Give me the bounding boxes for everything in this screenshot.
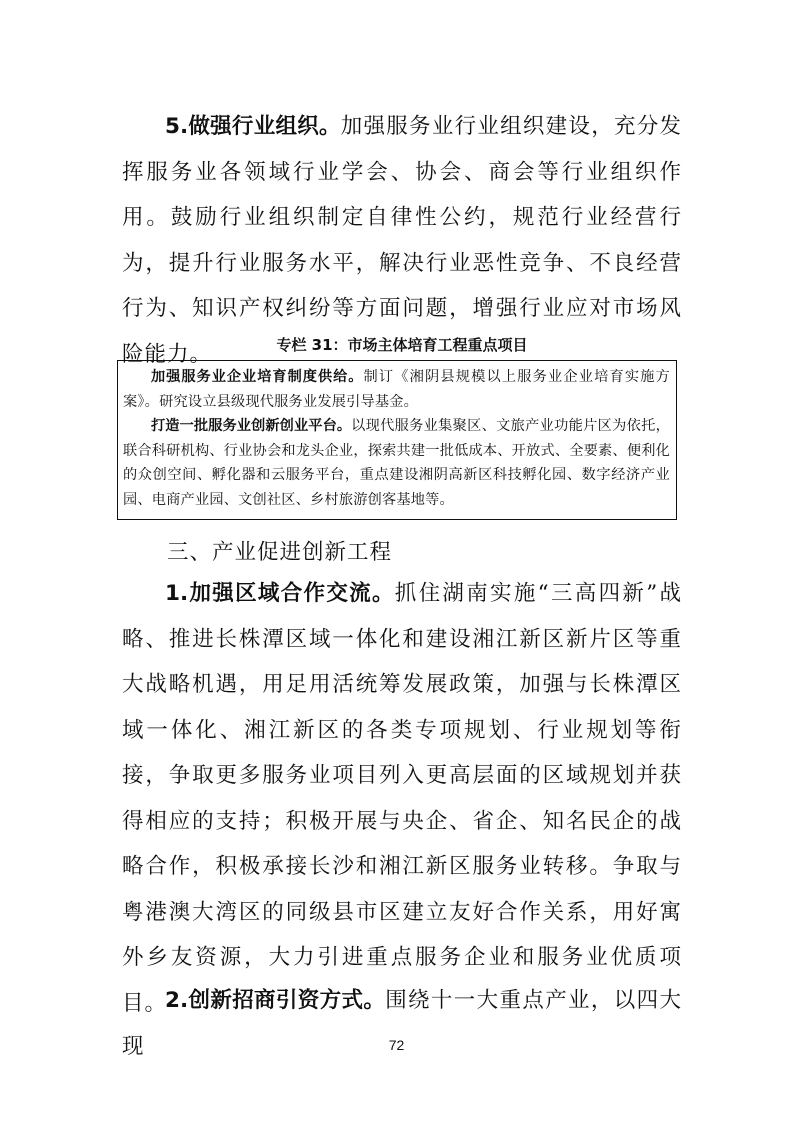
box-item xyxy=(123,365,670,414)
box-item xyxy=(123,414,670,512)
paragraph-lead: 5.做强行业组织。 xyxy=(165,114,341,139)
box-item-lead: 加强服务业企业培育制度供给。 xyxy=(151,369,364,385)
box-caption: 专栏 31：市场主体培育工程重点项目 xyxy=(276,336,528,354)
paragraph-text: 抓住湖南实施“三高四新”战略、推进长株潭区域一体化和建设湘江新区新片区等重大战略机遇，用足用活统筹发展政策，加强与长株潭区域一体化、湘江新区的各类专项规划、行业规划等衔接，争取更多服务业项目列入更高层面的区域规划并获得相应的支持；积极开展与央企、省企、知名民企的战略合作，积极承接长沙和湘江新区服务业转移。争取与粤港澳大湾区的同级县市区建立友好合作关系，用好寓外乡友资源，大力引进重点服务企业和服务业优质项目。 xyxy=(122,581,682,1016)
paragraph-regional-cooperation xyxy=(122,571,682,1026)
box-item-text: 以现代服务业集聚区、文旅产业功能片区为依托，联合科研机构、行业协会和龙头企业，探索共建一批低成本、开放式、全要素、便利化的众创空间、孵化器和云服务平台，重点建设湘阴高新区科技孵化园、数字经济产业园、电商产业园、文创社区、乡村旅游创客基地等。 xyxy=(123,418,670,508)
paragraph-investment-methods xyxy=(122,978,682,1069)
box-item-text: 制订《湘阴县规模以上服务业企业培育实施方案》。研究设立县级现代服务业发展引导基金。 xyxy=(123,369,670,410)
paragraph-lead: 1.加强区域合作交流。 xyxy=(165,581,395,606)
paragraph-text: 围绕十一大重点产业，以四大现 xyxy=(122,988,682,1059)
section-heading: 三、产业促进创新工程 xyxy=(167,540,393,565)
paragraph-lead: 2.创新招商引资方式。 xyxy=(165,988,386,1013)
box-item-lead: 打造一批服务业创新创业平台。 xyxy=(151,418,352,435)
project-box xyxy=(117,360,677,520)
page-number: 72 xyxy=(388,1037,405,1053)
paragraph-text: 加强服务业行业组织建设，充分发挥服务业各领域行业学会、协会、商会等行业组织作用。鼓励行业组织制定自律性公约，规范行业经营行为，提升行业服务水平，解决行业恶性竞争、不良经营行为、知识产权纠纷等方面问题，增强行业应对市场风险能力。 xyxy=(122,114,682,367)
